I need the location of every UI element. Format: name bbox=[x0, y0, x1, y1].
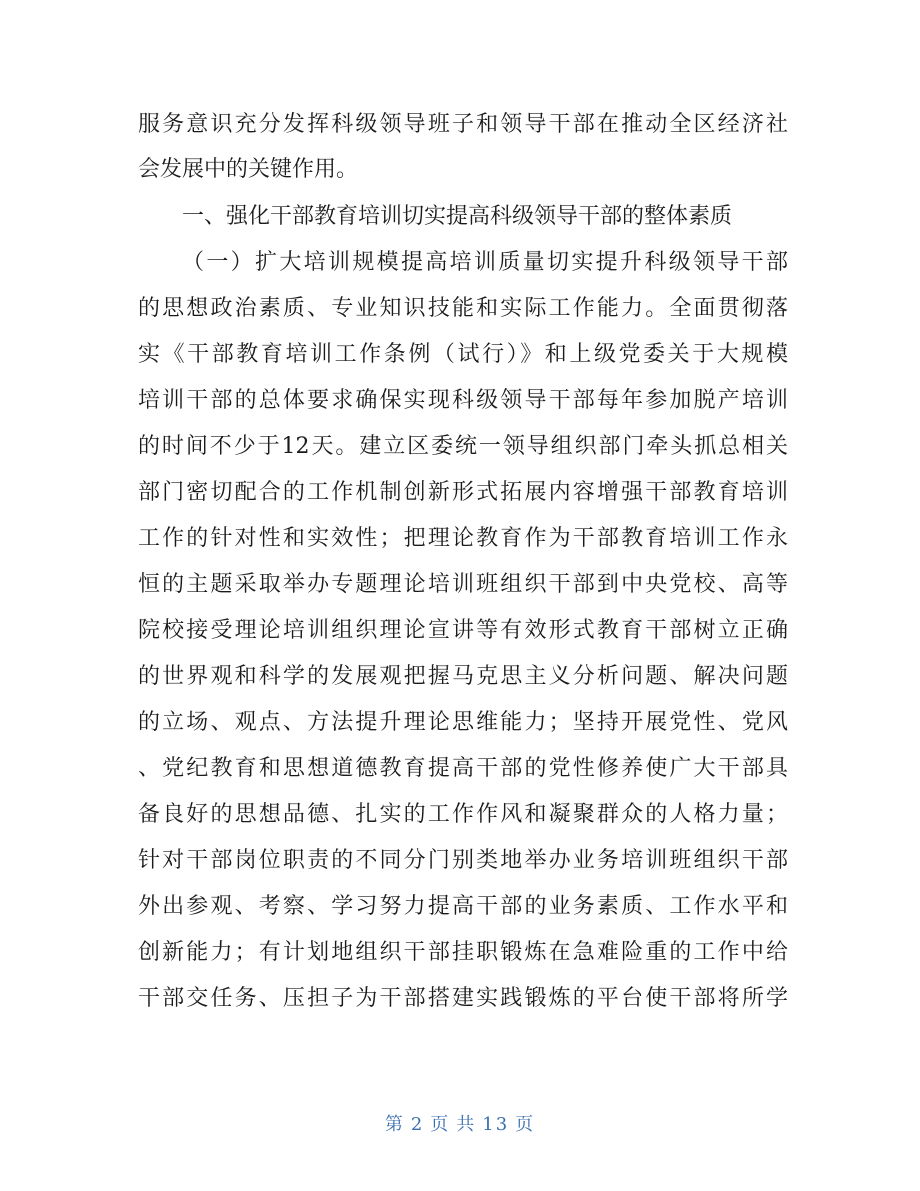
text-line-19: 创新能力；有计划地组织干部挂职锻炼在急难险重的工作中给 bbox=[138, 940, 788, 965]
text-line-7: 培训干部的总体要求确保实现科级领导干部每年参加脱产培训 bbox=[138, 388, 788, 413]
text-line-10: 工作的针对性和实效性；把理论教育作为干部教育培训工作永 bbox=[138, 526, 788, 551]
footer-page-number: 2 bbox=[410, 1114, 425, 1135]
footer-total-label: 共 bbox=[456, 1114, 477, 1135]
text-line-2: 会发展中的关键作用。 bbox=[138, 157, 359, 182]
footer-page-label: 页 bbox=[430, 1114, 451, 1135]
text-line-17: 针对干部岗位职责的不同分门别类地举办业务培训班组织干部 bbox=[138, 848, 788, 873]
text-line-11: 恒的主题采取举办专题理论培训班组织干部到中央党校、高等 bbox=[138, 572, 788, 597]
text-line-14: 的立场、观点、方法提升理论思维能力；坚持开展党性、党风 bbox=[138, 710, 788, 735]
text-line-13: 的世界观和科学的发展观把握马克思主义分析问题、解决问题 bbox=[138, 664, 788, 689]
text-line-15: 、党纪教育和思想道德教育提高干部的党性修养使广大干部具 bbox=[138, 756, 788, 781]
text-line-16: 备良好的思想品德、扎实的工作作风和凝聚群众的人格力量； bbox=[138, 802, 788, 827]
text-line-20: 干部交任务、压担子为干部搭建实践锻炼的平台使干部将所学 bbox=[138, 986, 788, 1011]
text-line-1: 服务意识充分发挥科级领导班子和领导干部在推动全区经济社 bbox=[138, 112, 788, 137]
text-line-5: 的思想政治素质、专业知识技能和实际工作能力。全面贯彻落 bbox=[138, 296, 788, 321]
text-line-6: 实《干部教育培训工作条例（试行）》和上级党委关于大规模 bbox=[138, 342, 788, 367]
text-line-8: 的时间不少于12天。建立区委统一领导组织部门牵头抓总相关 bbox=[138, 434, 788, 459]
subsection-heading-line: （一）扩大培训规模提高培训质量切实提升科级领导干部 bbox=[182, 250, 788, 275]
footer-total-pages: 13 bbox=[482, 1114, 510, 1135]
text-line-9: 部门密切配合的工作机制创新形式拓展内容增强干部教育培训 bbox=[138, 480, 788, 505]
section-heading: 一、强化干部教育培训切实提高科级领导干部的整体素质 bbox=[182, 204, 733, 229]
footer-prefix: 第 bbox=[384, 1114, 405, 1135]
footer-suffix: 页 bbox=[515, 1114, 536, 1135]
text-line-18: 外出参观、考察、学习努力提高干部的业务素质、工作水平和 bbox=[138, 894, 788, 919]
page-footer bbox=[0, 1110, 920, 1136]
text-line-12: 院校接受理论培训组织理论宣讲等有效形式教育干部树立正确 bbox=[138, 618, 788, 643]
